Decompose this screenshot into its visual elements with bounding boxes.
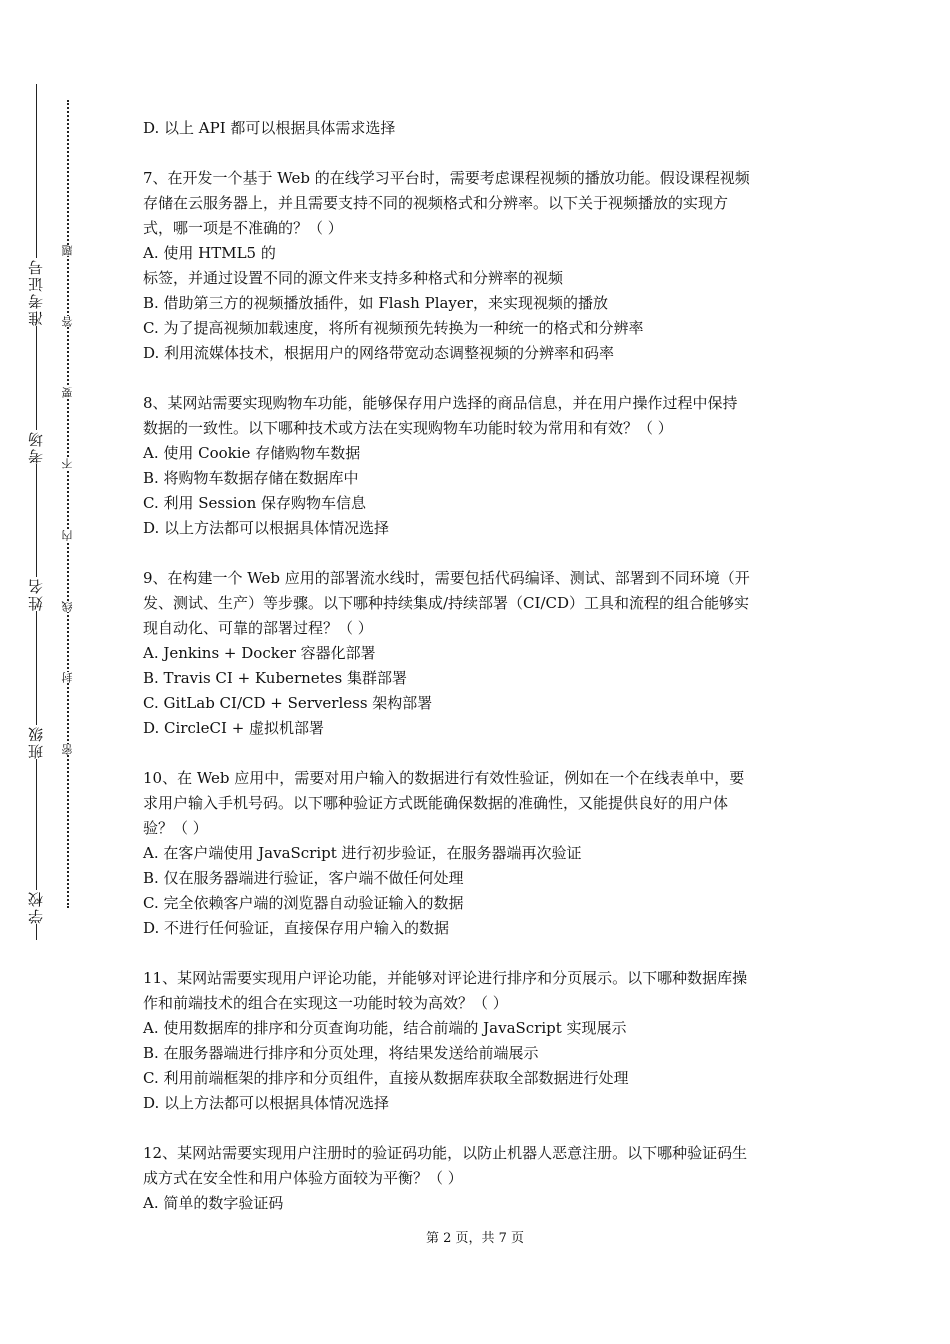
option-line: B. 在服务器端进行排序和分页处理，将结果发送给前端展示 [143,1044,539,1062]
question-9-text: 发、测试、生产）等步骤。以下哪种持续集成/持续部署（CI/CD）工具和流程的组合能够实 [143,594,750,612]
option-line: 标签，并通过设置不同的源文件来支持多种格式和分辨率的视频 [143,269,564,287]
question-10-text: 10、在 Web 应用中，需要对用户输入的数据进行有效性验证，例如在一个在线表单中，要 [143,769,745,787]
seal-char: 密 [61,744,74,755]
question-8-text: 数据的一致性。以下哪种技术或方法在实现购物车功能时较为常用和有效？（ ） [143,419,673,437]
question-9-text: 现自动化、可靠的部署过程？（ ） [143,619,373,637]
seal-char: 封 [61,672,74,683]
question-content [143,116,813,1216]
binding-margin [0,0,110,1344]
question-8-text: 8、某网站需要实现购物车功能，能够保存用户选择的商品信息，并在用户操作过程中保持 [143,394,738,412]
option-line: B. 将购物车数据存储在数据库中 [143,469,359,487]
option-line: A. 使用 HTML5 的 [143,244,276,262]
option-line: B. Travis CI + Kubernetes 集群部署 [143,669,408,687]
question-7-text: 7、在开发一个基于 Web 的在线学习平台时，需要考虑课程视频的播放功能。假设课程视频 [143,169,750,187]
option-line: C. GitLab CI/CD + Serverless 架构部署 [143,694,433,712]
seal-char: 答 [61,316,74,327]
question-7-text: 存储在云服务器上，并且需要支持不同的视频格式和分辨率。以下关于视频播放的实现方 [143,194,729,212]
option-line: A. Jenkins + Docker 容器化部署 [143,644,376,662]
spacer [143,141,813,166]
question-12-text: 12、某网站需要实现用户注册时的验证码功能，以防止机器人恶意注册。以下哪种验证码生 [143,1144,748,1162]
option-line: B. 仅在服务器端进行验证，客户端不做任何处理 [143,869,464,887]
option-line: A. 使用 Cookie 存储购物车数据 [143,444,361,462]
question-11-text: 11、某网站需要实现用户评论功能，并能够对评论进行排序和分页展示。以下哪种数据库操 [143,969,748,987]
spacer [143,541,813,566]
option-line: D. 以上方法都可以根据具体情况选择 [143,519,390,537]
school-label: 学校 [21,890,51,924]
seal-char: 不 [61,458,74,469]
question-7-text: 式，哪一项是不准确的？（ ） [143,219,343,237]
option-line: B. 借助第三方的视频播放插件，如 Flash Player，来实现视频的播放 [143,294,608,312]
option-line: D. 利用流媒体技术，根据用户的网络带宽动态调整视频的分辨率和码率 [143,344,615,362]
exam-room-label: 考场 [21,430,51,464]
question-11-text: 作和前端技术的组合在实现这一功能时较为高效？（ ） [143,994,508,1012]
question-10-text: 验？（ ） [143,819,208,837]
binding-solid-line [36,84,37,940]
option-line: C. 完全依赖客户端的浏览器自动验证输入的数据 [143,894,464,912]
option-line: D. 不进行任何验证，直接保存用户输入的数据 [143,919,450,937]
option-line: A. 在客户端使用 JavaScript 进行初步验证，在服务器端再次验证 [143,844,582,862]
question-12-text: 成方式在安全性和用户体验方面较为平衡？（ ） [143,1169,463,1187]
option-line: D. CircleCI + 虚拟机部署 [143,719,325,737]
spacer [143,741,813,766]
question-10-text: 求用户输入手机号码。以下哪种验证方式既能确保数据的准确性，又能提供良好的用户体 [143,794,729,812]
spacer [143,366,813,391]
option-line: C. 利用 Session 保存购物车信息 [143,494,367,512]
seal-char: 内 [61,530,74,541]
class-label: 班级 [21,725,51,759]
page-number-footer: 第 2 页，共 7 页 [425,1231,525,1246]
option-line: C. 为了提高视频加载速度，将所有视频预先转换为一种统一的格式和分辨率 [143,319,644,337]
seal-char: 要 [61,387,74,398]
option-line: D. 以上 API 都可以根据具体需求选择 [143,119,396,137]
seal-char: 题 [61,245,74,256]
spacer [143,941,813,966]
exam-number-label: 准考证号 [21,258,51,326]
option-line: D. 以上方法都可以根据具体情况选择 [143,1094,390,1112]
option-line: C. 利用前端框架的排序和分页组件，直接从数据库获取全部数据进行处理 [143,1069,629,1087]
seal-dotted-line [67,100,69,908]
option-line: A. 使用数据库的排序和分页查询功能，结合前端的 JavaScript 实现展示 [143,1019,627,1037]
seal-char: 线 [61,601,74,612]
option-line: A. 简单的数字验证码 [143,1194,284,1212]
spacer [143,1116,813,1141]
question-9-text: 9、在构建一个 Web 应用的部署流水线时，需要包括代码编译、测试、部署到不同环境（开 [143,569,750,587]
name-label: 姓名 [21,577,51,611]
